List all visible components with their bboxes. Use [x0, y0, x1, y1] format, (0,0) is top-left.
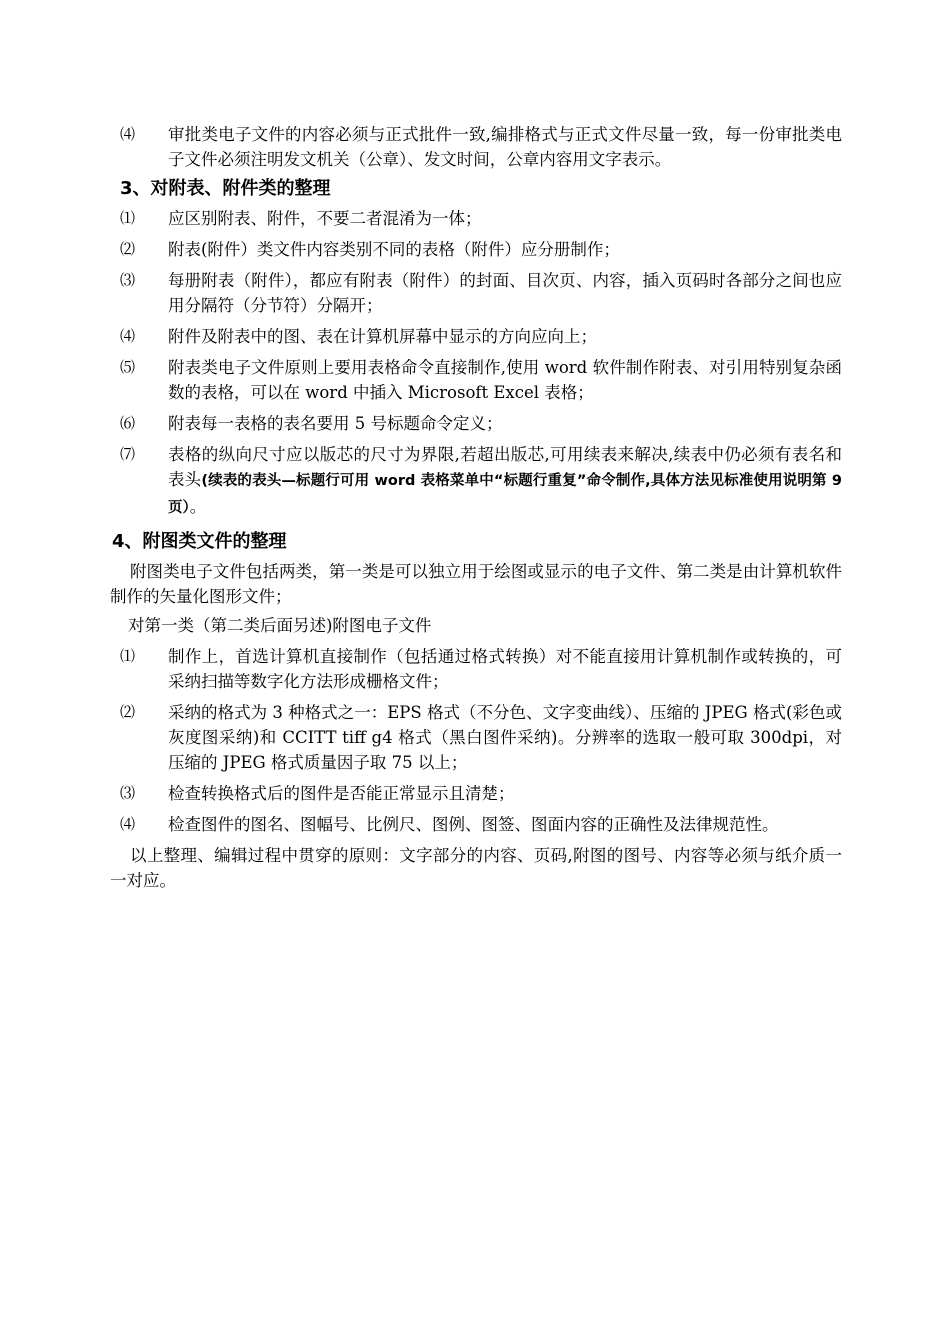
- section-subtitle: 对第一类（第二类后面另述)附图电子文件: [128, 616, 432, 635]
- list-item: [110, 700, 842, 775]
- item-number: ⑸: [120, 358, 135, 376]
- item-number: ⑶: [120, 784, 135, 802]
- item-tail: 。: [189, 497, 207, 516]
- item-note: (续表的表头—标题行可用 word 表格菜单中“标题行重复”命令制作,具体方法见标准使用说明第 9 页）: [168, 473, 842, 516]
- item-number: ⑵: [120, 240, 135, 258]
- item-text: 表格的纵向尺寸应以版芯的尺寸为界限,若超出版芯,可用续表来解决,续表中仍必须有表名和表头: [168, 445, 842, 489]
- item-number: ⑵: [120, 703, 135, 721]
- item-number: ⑴: [120, 209, 135, 227]
- section-heading-4: 4、附图类文件的整理: [112, 531, 287, 552]
- item-text: 制作上，首选计算机直接制作（包括通过格式转换）对不能直接用计算机制作或转换的，可采纳扫描等数字化方法形成栅格文件；: [168, 647, 842, 691]
- list-item: [110, 268, 842, 318]
- item-text: 检查图件的图名、图幅号、比例尺、图例、图签、图面内容的正确性及法律规范性。: [168, 815, 779, 834]
- list-item: [110, 442, 842, 521]
- item-text: 采纳的格式为 3 种格式之一：EPS 格式（不分色、文字变曲线）、压缩的 JPEG 格式(彩色或灰度图采纳)和 CCITT tiff g4 格式（黑白图件采纳)。分辨率的选取一般可取 300dpi，对压缩的 JPEG 格式质量因子取 75 以上；: [168, 703, 842, 772]
- list-item: [110, 812, 842, 837]
- item-number: ⑷: [120, 815, 135, 833]
- item-number: ⑴: [120, 647, 135, 665]
- item-text: 审批类电子文件的内容必须与正式批件一致,编排格式与正式文件尽量一致，每一份审批类电子文件必须注明发文机关（公章）、发文时间，公章内容用文字表示。: [168, 125, 842, 169]
- item-number: ⑷: [120, 327, 135, 345]
- item-text: 附件及附表中的图、表在计算机屏幕中显示的方向应向上；: [168, 327, 597, 346]
- list-item: [110, 237, 842, 262]
- item-text: 附表每一表格的表名要用 5 号标题命令定义；: [168, 414, 503, 433]
- section-intro: 附图类电子文件包括两类，第一类是可以独立用于绘图或显示的电子文件、第二类是由计算机软件制作的矢量化图形文件；: [110, 562, 842, 606]
- list-item: [110, 781, 842, 806]
- item-text: 检查转换格式后的图件是否能正常显示且清楚；: [168, 784, 515, 803]
- document-body: [110, 122, 842, 897]
- list-item: [110, 324, 842, 349]
- item-text: 附表类电子文件原则上要用表格命令直接制作,使用 word 软件制作附表、对引用特别复杂函数的表格，可以在 word 中插入 Microsoft Excel 表格；: [168, 358, 842, 402]
- item-number: ⑹: [120, 414, 135, 432]
- item-number: ⑶: [120, 271, 135, 289]
- item-text: 应区别附表、附件，不要二者混淆为一体；: [168, 209, 482, 228]
- item-text: 附表(附件）类文件内容类别不同的表格（附件）应分册制作；: [168, 240, 620, 259]
- item-number: ⑺: [120, 445, 135, 463]
- item-text: 每册附表（附件），都应有附表（附件）的封面、目次页、内容，插入页码时各部分之间也应用分隔符（分节符）分隔开；: [168, 271, 842, 315]
- closing-paragraph: 以上整理、编辑过程中贯穿的原则：文字部分的内容、页码,附图的图号、内容等必须与纸介质一一对应。: [110, 846, 842, 890]
- section-heading-3: 3、对附表、附件类的整理: [120, 178, 331, 199]
- list-item: [110, 411, 842, 436]
- list-item: [110, 122, 842, 172]
- item-number: ⑷: [120, 125, 135, 143]
- list-item: [110, 644, 842, 694]
- list-item: [110, 355, 842, 405]
- list-item: [110, 206, 842, 231]
